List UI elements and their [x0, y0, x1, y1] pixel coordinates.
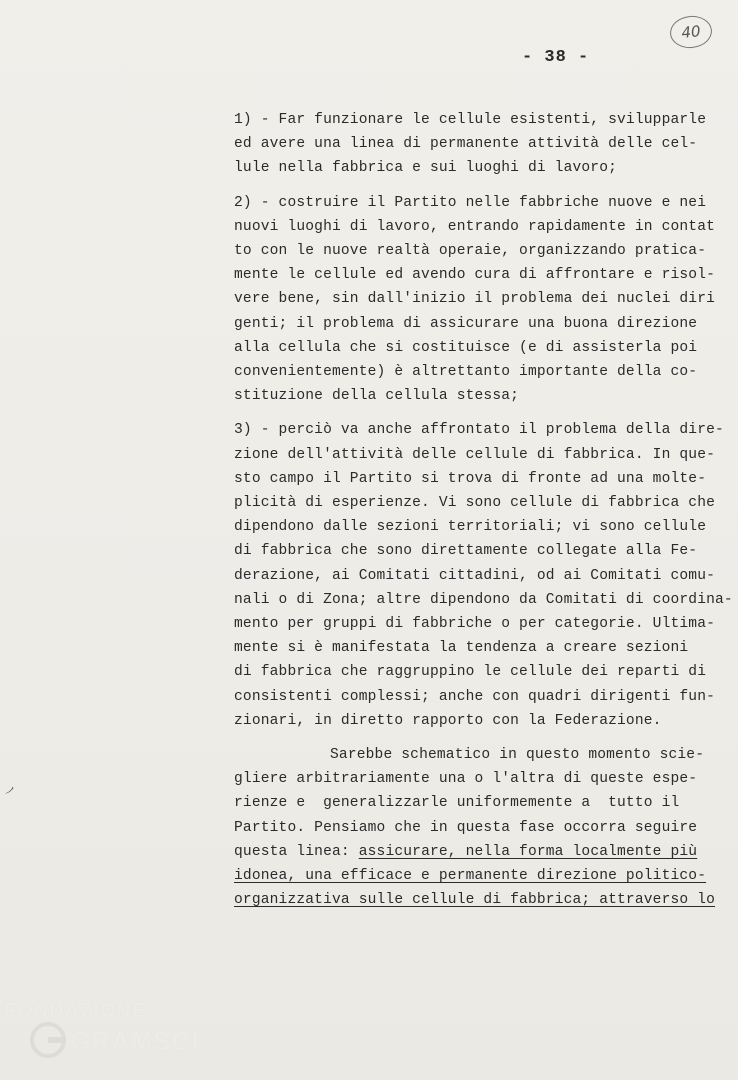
- text-line: gliere arbitrariamente una o l'altra di queste espe-: [234, 771, 698, 788]
- underlined-text: idonea, una efficace e permanente direzione politico-: [234, 868, 707, 885]
- text-line: 3) - perciò va anche affrontato il problema della dire-: [234, 422, 724, 439]
- text-line: 1) - Far funzionare le cellule esistenti, svilupparle: [234, 112, 707, 128]
- watermark-logo-icon: [28, 1020, 68, 1060]
- underlined-text: organizzativa sulle cellule di fabbrica; attraverso lo: [234, 892, 716, 909]
- text-line: di fabbrica che sono direttamente collegate alla Fe-: [234, 543, 698, 560]
- text-line: derazione, ai Comitati cittadini, od ai Comitati comu-: [234, 567, 716, 584]
- text-line: mento per gruppi di fabbriche o per categorie. Ultima-: [234, 616, 716, 633]
- list-item-3: [234, 418, 734, 733]
- list-item-2: [234, 191, 734, 409]
- text-line: to con le nuove realtà operaie, organizzando pratica-: [234, 243, 707, 260]
- text-line: alla cellula che si costituisce (e di assisterla poi: [234, 339, 698, 356]
- text-line: plicità di esperienze. Vi sono cellule di fabbrica che: [234, 495, 716, 512]
- list-item-1: [234, 108, 734, 181]
- text-line: 2) - costruire il Partito nelle fabbriche nuove e nei: [234, 194, 707, 211]
- text-line: di fabbrica che raggruppino le cellule dei reparti di: [234, 664, 707, 681]
- archive-watermark: [0, 990, 200, 1070]
- watermark-line-2: GRAMSCI: [70, 1026, 200, 1056]
- text-line: ed avere una linea di permanente attività delle cel-: [234, 136, 698, 153]
- text-line: consistenti complessi; anche con quadri dirigenti fun-: [234, 688, 716, 705]
- text-line: Partito. Pensiamo che in questa fase occorra seguire: [234, 819, 698, 836]
- text-line: stituzione della cellula stessa;: [234, 388, 520, 405]
- archive-number-stamp: 40: [668, 14, 713, 50]
- text-line: nuovi luoghi di lavoro, entrando rapidamente in contat: [234, 218, 716, 235]
- text-line: rienze e generalizzarle uniformemente a tutto il: [234, 795, 680, 812]
- text-line: zionari, in diretto rapporto con la Federazione.: [234, 712, 662, 729]
- text-line: nali o di Zona; altre dipendono da Comitati di coordina-: [234, 591, 733, 608]
- text-line: vere bene, sin dall'inizio il problema dei nuclei diri: [234, 291, 716, 308]
- text-line-mixed: [234, 840, 734, 864]
- document-body: [234, 108, 734, 923]
- text-line: lule nella fabbrica e sui luoghi di lavoro;: [234, 160, 618, 177]
- final-paragraph: [234, 743, 734, 912]
- text-line: convenientemente) è altrettanto importante della co-: [234, 364, 698, 381]
- text-line: sto campo il Partito si trova di fronte ad una molte-: [234, 470, 707, 487]
- pencil-mark: ﾉ: [3, 784, 16, 800]
- text-line: zione dell'attività delle cellule di fabbrica. In que-: [234, 446, 716, 463]
- text-line: mente le cellule ed avendo cura di affrontare e risol-: [234, 267, 716, 284]
- text-line: genti; il problema di assicurare una buona direzione: [234, 315, 698, 332]
- text-line: Sarebbe schematico in questo momento scie-: [330, 747, 705, 764]
- text-line: dipendono dalle sezioni territoriali; vi sono cellule: [234, 519, 707, 536]
- text-line: mente si è manifestata la tendenza a creare sezioni: [234, 640, 689, 657]
- underlined-text: assicurare, nella forma localmente più: [358, 843, 698, 860]
- watermark-line-1: FONDAZIONE: [4, 1000, 147, 1022]
- text-segment: questa linea:: [234, 843, 359, 860]
- page-number: - 38 -: [522, 48, 590, 67]
